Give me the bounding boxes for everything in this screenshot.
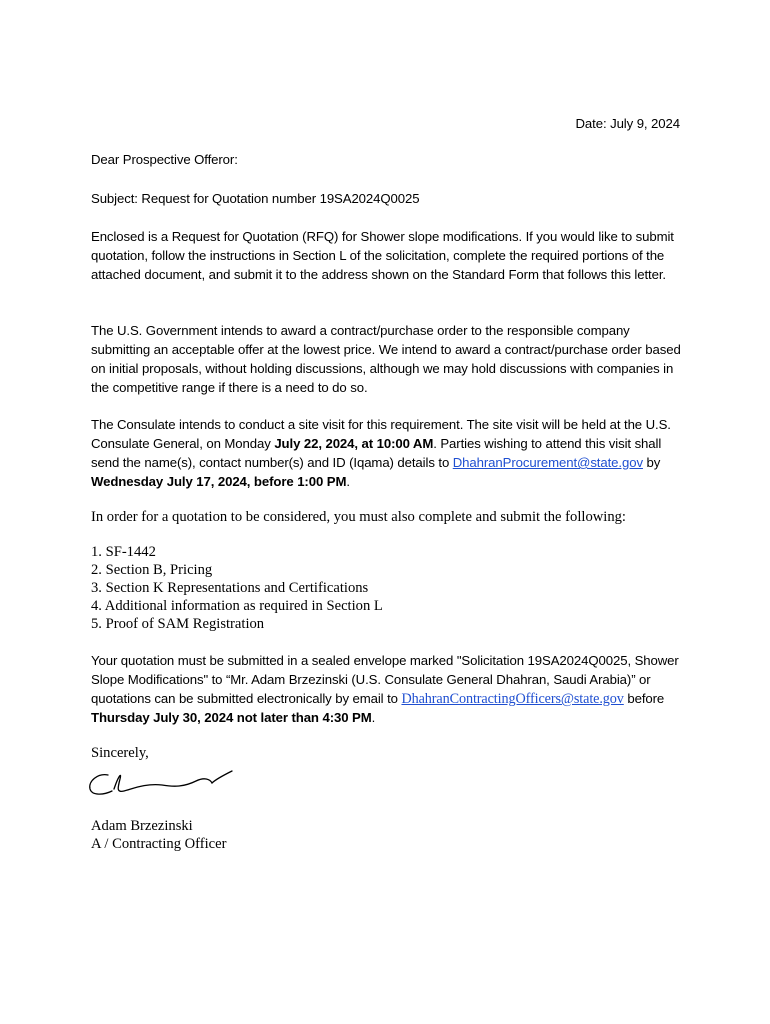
requirement-item: 5. Proof of SAM Registration (91, 616, 265, 632)
requirement-item: 1. SF-1442 (91, 544, 156, 560)
requirement-item: 2. Section B, Pricing (91, 562, 213, 578)
requirement-item: 4. Additional information as required in Section L (91, 598, 383, 614)
site-visit-datetime: July 22, 2024, at 10:00 AM (274, 436, 434, 451)
submission-deadline: Thursday July 30, 2024 not later than 4:30 PM (91, 710, 372, 725)
rfq-paragraph: Enclosed is a Request for Quotation (RFQ) for Shower slope modifications. If you would like to submit quotation, follow the instructions in Section L of the solicitation, complete the required portions of the attached document, and submit it to the address shown on the Standard Form that follows this letter. (91, 229, 674, 282)
site-visit-by: by (642, 455, 661, 470)
submission-before: before (623, 691, 665, 706)
submission-paragraph (91, 651, 691, 727)
submission-text: Your quotation must be submitted in a sealed envelope marked "Solicitation 19SA2024Q0025, Shower Slope Modifications" to “Mr. Adam Brzezinski (U.S. Consulate General Dhahran, Saudi Arabia)” or quotations can be submitted electronically by email to (91, 653, 679, 706)
signer-name: Adam Brzezinski (91, 818, 193, 834)
procurement-email-link[interactable]: DhahranProcurement@state.gov (452, 455, 643, 470)
requirement-item: 3. Section K Representations and Certifications (91, 580, 369, 596)
signer-title: A / Contracting Officer (91, 836, 227, 852)
contracting-email-link[interactable]: DhahranContractingOfficers@state.gov (401, 691, 624, 707)
site-visit-middle: . Parties wishing to attend this visit shall send the name(s), contact number(s) and ID (Iqama) details to (91, 436, 662, 470)
site-visit-end: . (346, 474, 350, 489)
submission-end: . (371, 710, 376, 725)
requirements-intro: In order for a quotation to be considered, you must also complete and submit the following: (91, 509, 626, 525)
letter-date: Date: July 9, 2024 (575, 116, 680, 131)
closing: Sincerely, (91, 745, 149, 761)
site-visit-intro: The Consulate intends to conduct a site visit for this requirement. The site visit will be held at the U.S. Consulate General, on Monday (91, 417, 671, 451)
site-visit-paragraph (91, 415, 691, 491)
salutation: Dear Prospective Offeror: (91, 152, 238, 167)
handwritten-signature (86, 765, 236, 805)
award-paragraph: The U.S. Government intends to award a contract/purchase order to the responsible company submitting an acceptable offer at the lowest price. We intend to award a contract/purchase order based on initial proposals, without holding discussions, although we may hold discussions with companies in the competitive range if there is a need to do so. (91, 323, 681, 395)
site-visit-deadline: Wednesday July 17, 2024, before 1:00 PM (91, 474, 347, 489)
subject-line: Subject: Request for Quotation number 19SA2024Q0025 (91, 191, 420, 206)
requirements-list (91, 543, 691, 633)
